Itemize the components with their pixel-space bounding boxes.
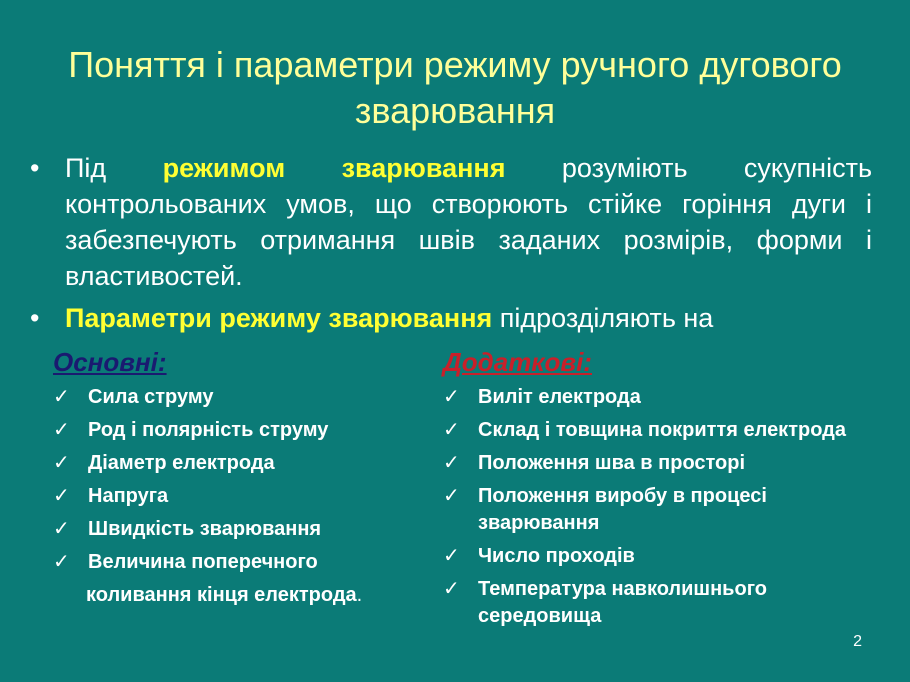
list-item-text: Температура навколишнього середовища (478, 578, 767, 627)
check-icon: ✓ (53, 518, 70, 540)
list-item (440, 450, 860, 477)
bullet-definition (30, 150, 872, 294)
list-item (50, 483, 420, 510)
list-item-text: Виліт електрода (478, 386, 641, 408)
list-item-text: Швидкість зварювання (88, 518, 322, 540)
additional-list (440, 384, 860, 630)
list-item (440, 576, 860, 630)
list-item (440, 417, 860, 444)
continuation-text: коливання кінця електрода (86, 584, 357, 606)
continuation-period: . (356, 584, 363, 606)
list-item (50, 516, 420, 543)
bullet-text-post: підрозділяють на (492, 303, 714, 333)
check-icon: ✓ (53, 452, 70, 474)
list-item-continuation (50, 582, 420, 609)
page-number: 2 (853, 633, 862, 650)
bullet-text-post: розуміють сукупність контрольованих умов, що створюють стійке горіння дуги і забезпечують отримання швів заданих розмірів, форми і властивостей. (65, 153, 873, 291)
list-item-text: Род і полярність струму (88, 419, 329, 441)
basic-heading: Основні: (53, 347, 167, 377)
list-item-text: Склад і товщина покриття електрода (478, 419, 846, 441)
list-item-text: Діаметр електрода (88, 452, 275, 474)
list-item-text: Напруга (88, 485, 169, 507)
highlight-term: Параметри режиму зварювання (65, 303, 493, 333)
basic-list (50, 384, 420, 576)
additional-heading: Додаткові: (443, 347, 592, 377)
bullet-text-pre: Під (65, 153, 163, 183)
list-item (50, 549, 420, 576)
check-icon: ✓ (443, 452, 460, 474)
check-icon: ✓ (443, 386, 460, 408)
check-icon: ✓ (53, 485, 70, 507)
bullet-dot-icon: • (30, 303, 40, 333)
check-icon: ✓ (443, 485, 460, 507)
list-item (50, 384, 420, 411)
list-item-text: Положення виробу в процесі зварювання (478, 485, 767, 534)
slide-title: Поняття і параметри режиму ручного дугового зварювання (68, 44, 842, 131)
list-item-text: Число проходів (478, 545, 635, 567)
list-item (440, 384, 860, 411)
highlight-term: режимом зварювання (162, 153, 506, 183)
check-icon: ✓ (53, 386, 70, 408)
list-item (440, 543, 860, 570)
list-item (50, 417, 420, 444)
list-item-text: Положення шва в просторі (478, 452, 746, 474)
additional-parameters-column (440, 345, 860, 636)
list-item (50, 450, 420, 477)
bullet-list (30, 150, 872, 336)
check-icon: ✓ (53, 551, 70, 573)
list-item-text: Сила струму (88, 386, 214, 408)
check-icon: ✓ (443, 578, 460, 600)
check-icon: ✓ (443, 545, 460, 567)
list-item-text: Величина поперечного (88, 551, 318, 573)
check-icon: ✓ (53, 419, 70, 441)
check-icon: ✓ (443, 419, 460, 441)
bullet-parameters (30, 300, 872, 336)
list-item (440, 483, 860, 537)
bullet-dot-icon: • (30, 153, 40, 183)
basic-parameters-column (50, 345, 420, 609)
